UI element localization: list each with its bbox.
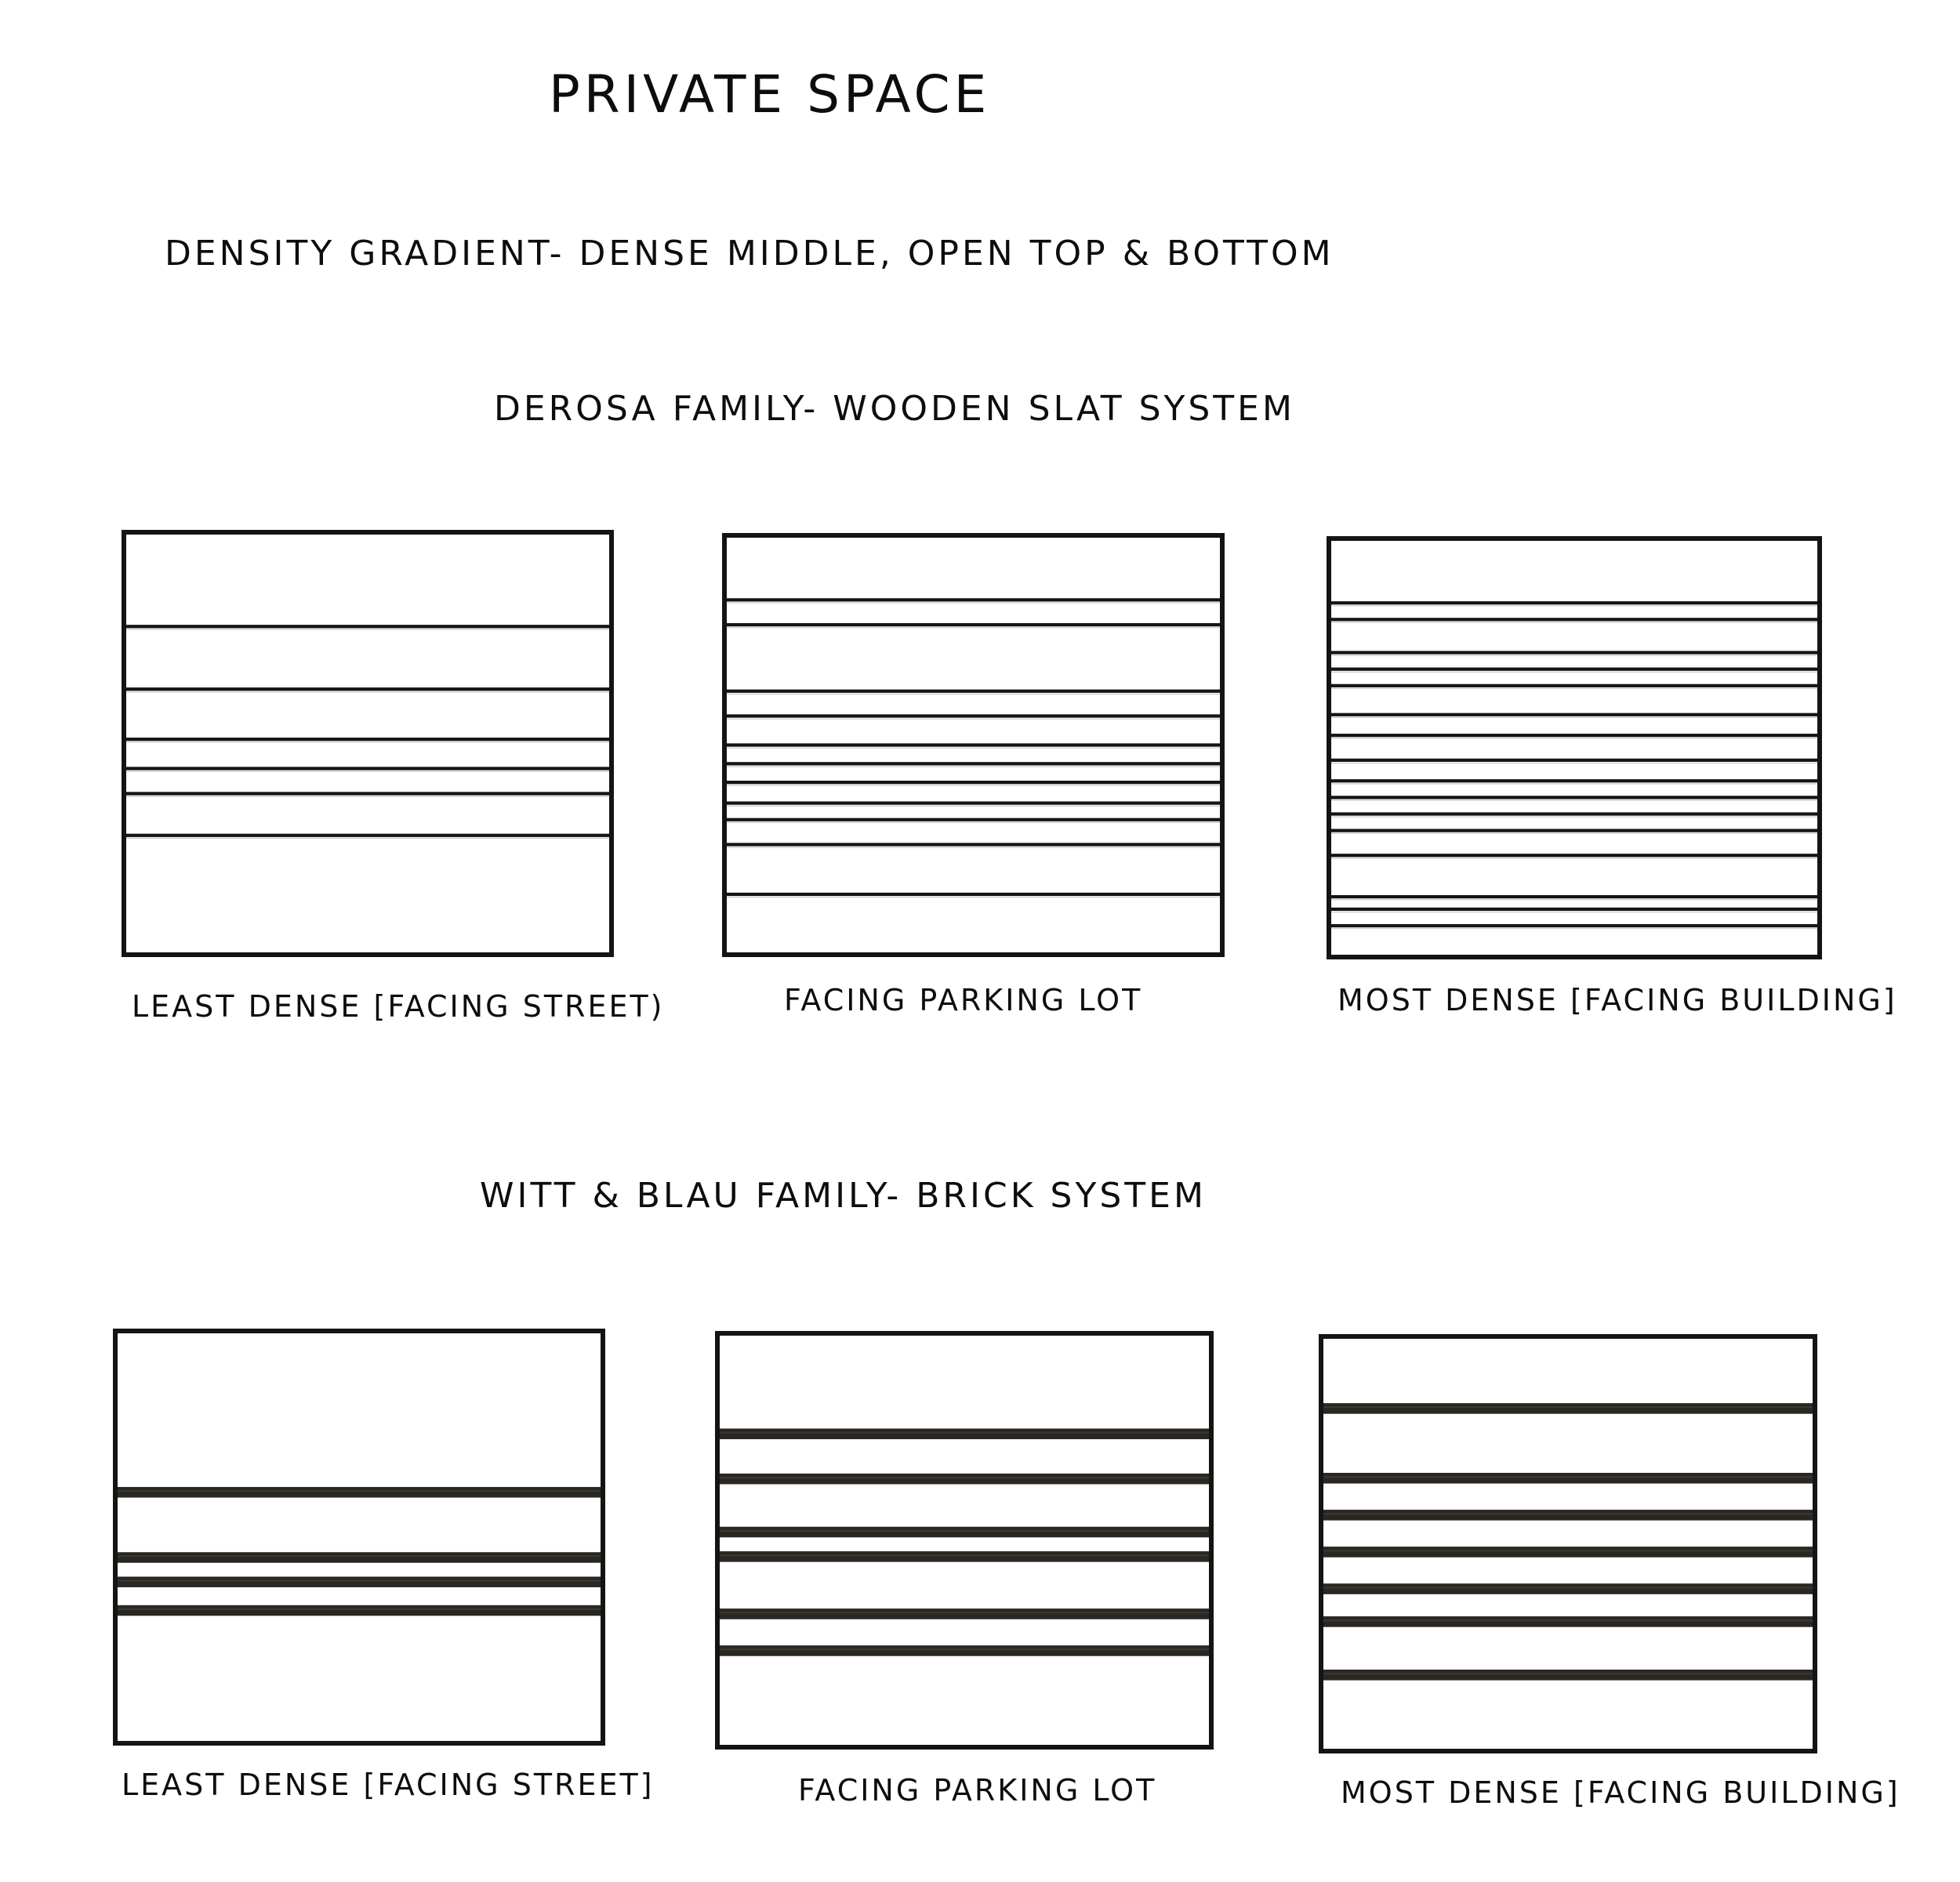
brick-course — [720, 1608, 1209, 1619]
panel-slat-least-dense — [122, 530, 614, 957]
wooden-slat-edge — [1331, 655, 1817, 656]
wooden-slat — [126, 792, 609, 795]
wooden-slat — [126, 738, 609, 741]
brick-course — [720, 1551, 1209, 1562]
subtitle: DENSITY GRADIENT- DENSE MIDDLE, OPEN TOP & BOTTOM — [165, 234, 1334, 274]
brick-course — [1323, 1583, 1813, 1594]
wooden-slat — [126, 767, 609, 770]
wooden-slat-edge — [126, 691, 609, 692]
wooden-slat — [727, 818, 1220, 821]
brick-course — [1323, 1547, 1813, 1557]
wooden-slat — [727, 843, 1220, 846]
brick-course-texture — [1323, 1619, 1813, 1621]
wooden-slat — [727, 893, 1220, 896]
wooden-slat — [727, 714, 1220, 717]
caption-slat-parking-lot: FACING PARKING LOT — [784, 983, 1143, 1017]
brick-course — [1323, 1616, 1813, 1627]
wooden-slat-edge — [126, 838, 609, 839]
brick-course-texture — [1323, 1673, 1813, 1674]
brick-course — [118, 1552, 601, 1563]
wooden-slat-edge — [1331, 783, 1817, 784]
brick-course — [720, 1527, 1209, 1538]
brick-course-texture — [720, 1477, 1209, 1478]
brick-course-texture — [720, 1554, 1209, 1556]
wooden-slat-edge — [727, 719, 1220, 720]
wooden-slat-edge — [126, 771, 609, 772]
wooden-slat-edge — [126, 796, 609, 797]
wooden-slat-edge — [727, 748, 1220, 749]
brick-course — [1323, 1473, 1813, 1484]
wooden-slat-edge — [1331, 672, 1817, 673]
brick-course — [720, 1474, 1209, 1485]
wooden-slat — [126, 834, 609, 837]
wooden-slat-edge — [1331, 899, 1817, 900]
brick-course — [118, 1605, 601, 1616]
brick-course-texture — [1323, 1550, 1813, 1551]
wooden-slat — [1331, 924, 1817, 927]
panel-slat-parking-lot — [722, 533, 1225, 957]
wooden-slat-edge — [1331, 817, 1817, 818]
brick-course-texture — [720, 1432, 1209, 1434]
brick-course — [118, 1576, 601, 1587]
wooden-slat — [1331, 908, 1817, 911]
brick-course-texture — [720, 1530, 1209, 1532]
wooden-slat — [1331, 618, 1817, 621]
wooden-slat — [727, 781, 1220, 784]
brick-course — [118, 1487, 601, 1498]
brick-course — [720, 1645, 1209, 1656]
wooden-slat-edge — [1331, 800, 1817, 801]
brick-course-texture — [118, 1490, 601, 1492]
wooden-slat-edge — [727, 766, 1220, 767]
wooden-slat — [1331, 684, 1817, 687]
caption-brick-least-dense: LEAST DENSE [FACING STREET] — [122, 1768, 655, 1802]
brick-course — [1323, 1510, 1813, 1521]
wooden-slat-edge — [727, 847, 1220, 848]
wooden-slat — [126, 687, 609, 691]
brick-course — [1323, 1403, 1813, 1414]
brick-course-texture — [1323, 1586, 1813, 1588]
wooden-slat — [1331, 812, 1817, 815]
wooden-slat-edge — [727, 806, 1220, 807]
brick-course-texture — [1323, 1406, 1813, 1408]
caption-slat-most-dense: MOST DENSE [FACING BUILDING] — [1338, 983, 1897, 1017]
wooden-slat-edge — [1331, 928, 1817, 929]
brick-course-texture — [118, 1580, 601, 1582]
wooden-slat-edge — [1331, 605, 1817, 606]
brick-course-texture — [118, 1608, 601, 1610]
panel-brick-least-dense — [113, 1329, 605, 1746]
wooden-slat — [727, 801, 1220, 804]
wooden-slat — [1331, 601, 1817, 604]
wooden-slat — [1331, 895, 1817, 898]
wooden-slat-edge — [727, 822, 1220, 823]
panel-slat-most-dense — [1327, 536, 1822, 959]
wooden-slat — [1331, 854, 1817, 857]
wooden-slat — [1331, 796, 1817, 799]
brick-course-texture — [720, 1648, 1209, 1650]
brick-course — [720, 1428, 1209, 1439]
wooden-slat — [727, 623, 1220, 626]
wooden-slat-edge — [1331, 833, 1817, 834]
wooden-slat — [126, 625, 609, 628]
section-heading-brick: WITT & BLAU FAMILY- BRICK SYSTEM — [480, 1176, 1207, 1216]
wooden-slat — [727, 598, 1220, 601]
wooden-slat — [1331, 759, 1817, 762]
wooden-slat-edge — [1331, 717, 1817, 718]
wooden-slat — [1331, 829, 1817, 832]
wooden-slat — [1331, 668, 1817, 671]
caption-brick-most-dense: MOST DENSE [FACING BUILDING] — [1341, 1775, 1900, 1810]
brick-course-texture — [1323, 1513, 1813, 1514]
brick-course-texture — [118, 1555, 601, 1557]
brick-course-texture — [1323, 1476, 1813, 1478]
wooden-slat-edge — [727, 627, 1220, 628]
brick-course — [1323, 1670, 1813, 1681]
panel-brick-most-dense — [1319, 1334, 1817, 1753]
section-heading-wooden-slat: DEROSA FAMILY- WOODEN SLAT SYSTEM — [494, 389, 1295, 429]
wooden-slat — [1331, 651, 1817, 654]
wooden-slat — [1331, 713, 1817, 716]
brick-course-texture — [720, 1612, 1209, 1613]
wooden-slat — [727, 743, 1220, 746]
wooden-slat-edge — [1331, 688, 1817, 689]
caption-slat-least-dense: LEAST DENSE [FACING STREET) — [132, 989, 665, 1024]
caption-brick-parking-lot: FACING PARKING LOT — [798, 1773, 1157, 1808]
wooden-slat — [727, 762, 1220, 765]
wooden-slat — [727, 690, 1220, 693]
wooden-slat — [1331, 734, 1817, 737]
wooden-slat-edge — [727, 603, 1220, 604]
page-title: PRIVATE SPACE — [549, 64, 991, 125]
wooden-slat — [1331, 779, 1817, 782]
panel-brick-parking-lot — [715, 1331, 1214, 1750]
